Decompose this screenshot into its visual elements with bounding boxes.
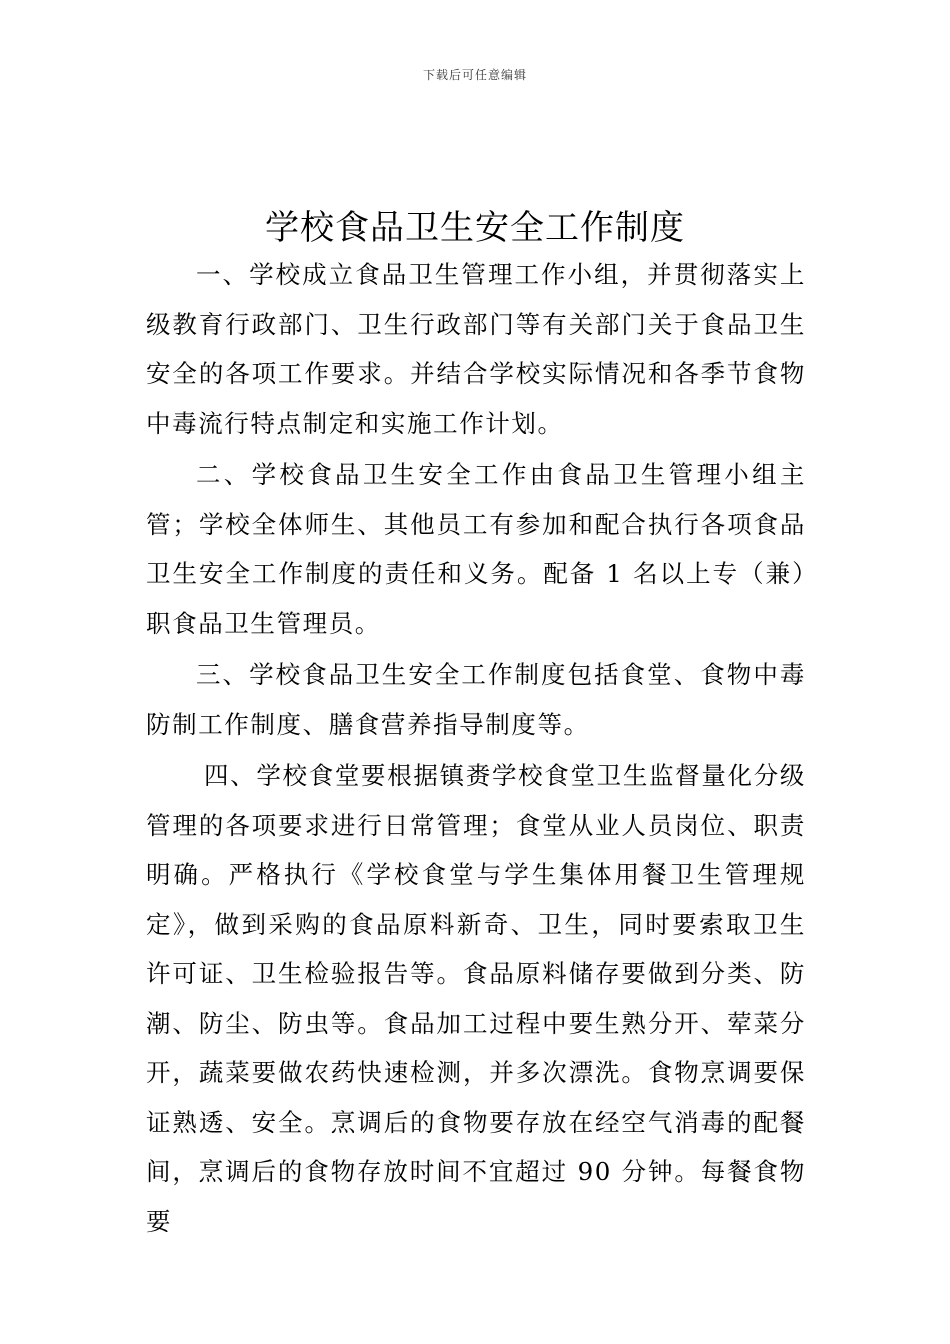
paragraph-2: 二、学校食品卫生安全工作由食品卫生管理小组主管；学校全体师生、其他员工有参加和配合执行各项食品卫生安全工作制度的责任和义务。配备 1 名以上专（兼）职食品卫生管理员。	[146, 460, 806, 638]
paragraph-3: 三、学校食品卫生安全工作制度包括食堂、食物中毒防制工作制度、膳食营养指导制度等。	[146, 660, 806, 739]
page-header-note: 下载后可任意编辑	[422, 68, 527, 82]
document-body	[146, 250, 806, 1246]
paragraph-1: 一、学校成立食品卫生管理工作小组，并贯彻落实上级教育行政部门、卫生行政部门等有关部门关于食品卫生安全的各项工作要求。并结合学校实际情况和各季节食物中毒流行特点制定和实施工作计划。	[146, 260, 806, 438]
document-title: 学校食品卫生安全工作制度	[265, 208, 685, 248]
paragraph-4: 四、学校食堂要根据镇赉学校食堂卫生监督量化分级管理的各项要求进行日常管理；食堂从业人员岗位、职责明确。严格执行《学校食堂与学生集体用餐卫生管理规定》，做到采购的食品原料新奇、卫生，同时要索取卫生许可证、卫生检验报告等。食品原料储存要做到分类、防潮、防尘、防虫等。食品加工过程中要生熟分开、荤菜分开，蔬菜要做农药快速检测，并多次漂洗。食物烹调要保证熟透、安全。烹调后的食物要存放在经空气消毒的配餐间，烹调后的食物存放时间不宜超过 90 分钟。每餐食物要	[146, 761, 806, 1236]
